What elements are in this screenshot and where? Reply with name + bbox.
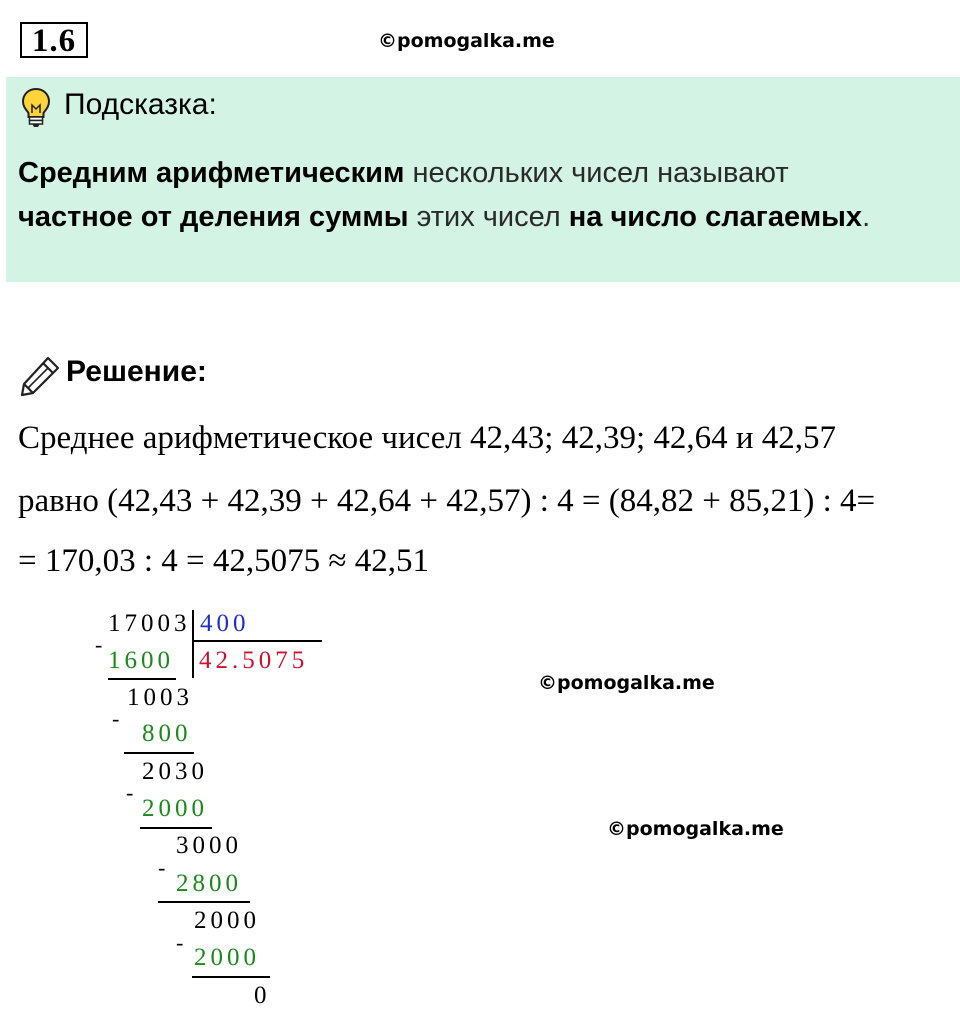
minus-sign: - (158, 855, 166, 880)
remainder-3: 3000 (176, 832, 242, 859)
hint-text: нескольких чисел называют (404, 157, 789, 189)
quotient: 42.5075 (199, 647, 309, 674)
lightbulb-icon (20, 86, 52, 128)
hint-period: . (862, 201, 871, 233)
solution-line-3: = 170,03 : 4 = 42,5075 ≈ 42,51 (18, 543, 430, 579)
minus-sign: - (176, 930, 184, 955)
subtract-1: 1600 (108, 647, 174, 674)
minus-sign: - (112, 706, 120, 731)
hint-line-1 (18, 157, 789, 190)
hint-text: этих чисел (408, 201, 569, 233)
pencil-icon (18, 354, 62, 398)
watermark-mid: ©pomogalka.me (538, 672, 715, 694)
divisor: 400 (200, 610, 250, 637)
step-line-1 (108, 678, 176, 680)
divisor-underline (192, 640, 322, 642)
minus-sign: - (95, 632, 103, 657)
subtract-2: 800 (142, 720, 192, 747)
hint-term: Средним арифметическим (18, 157, 405, 189)
subtract-4: 2800 (176, 870, 242, 897)
watermark-top: ©pomogalka.me (378, 30, 555, 52)
watermark-lower: ©pomogalka.me (607, 818, 784, 840)
dividend: 17003 (108, 610, 191, 637)
solution-line-1: Среднее арифметическое чисел 42,43; 42,39; 42,64 и 42,57 (18, 420, 837, 456)
subtract-3: 2000 (142, 795, 208, 822)
minus-sign: - (126, 780, 134, 805)
step-line-2 (124, 752, 194, 754)
remainder-1: 1003 (127, 684, 193, 711)
hint-title: Подсказка: (64, 88, 217, 121)
remainder-2: 2030 (142, 758, 208, 785)
hint-line-2 (18, 201, 870, 234)
step-line-3 (140, 827, 212, 829)
step-line-5 (192, 976, 270, 978)
remainder-5: 0 (254, 982, 271, 1009)
task-number: 1.6 (20, 22, 88, 58)
remainder-4: 2000 (194, 907, 260, 934)
hint-term-count: на число слагаемых (568, 201, 863, 233)
division-vertical-line (192, 610, 194, 678)
subtract-5: 2000 (194, 944, 260, 971)
solution-title: Решение: (66, 355, 207, 388)
hint-term-quotient: частное от деления суммы (18, 201, 409, 233)
step-line-4 (158, 901, 250, 903)
solution-line-2: равно (42,43 + 42,39 + 42,64 + 42,57) : 4 = (84,82 + 85,21) : 4= (18, 483, 876, 519)
